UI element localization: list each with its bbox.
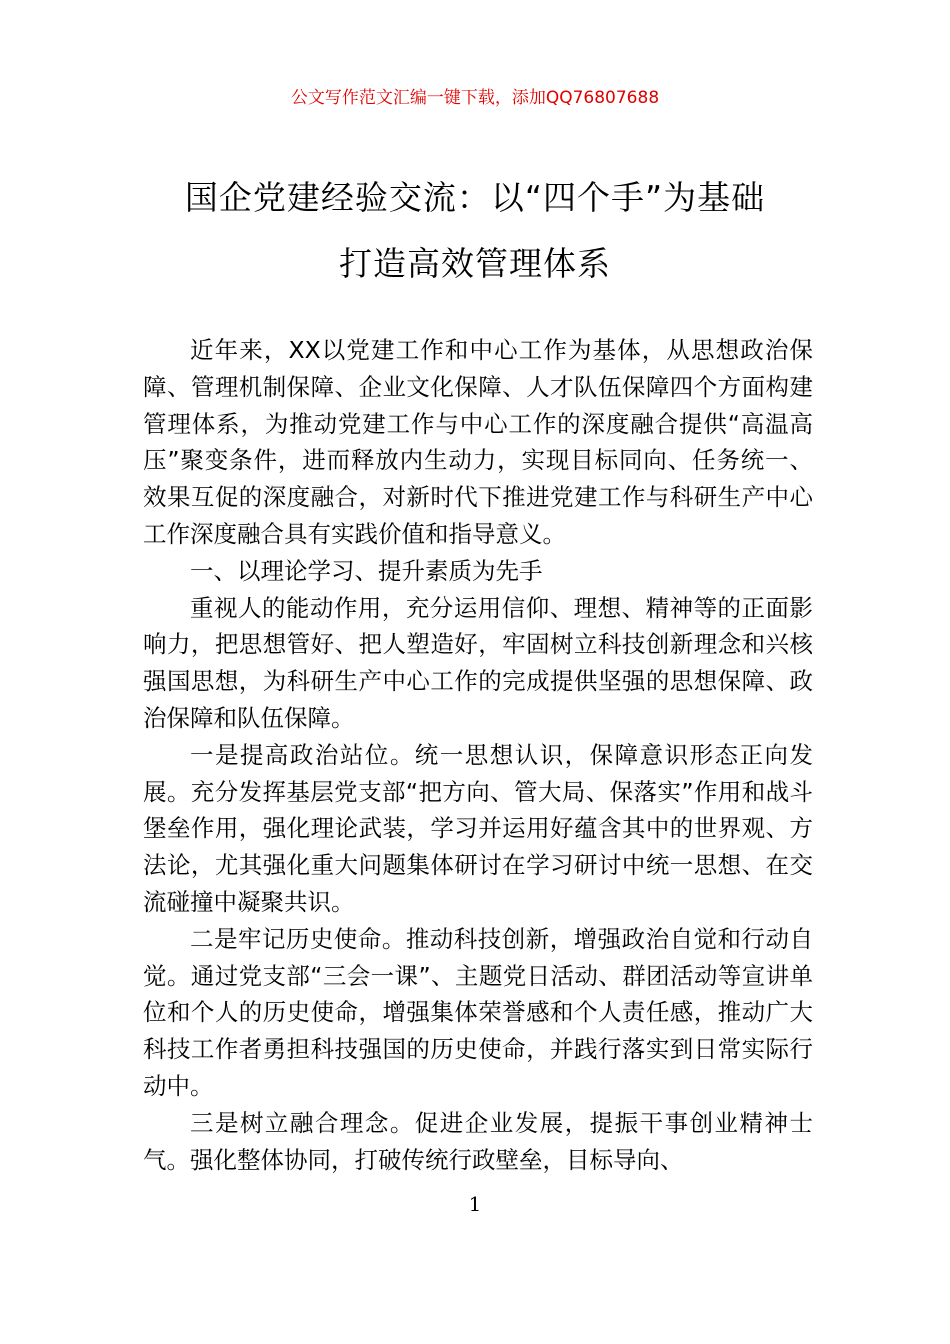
- paragraph-section-1-intro: 重视人的能动作用，充分运用信仰、理想、精神等的正面影响力，把思想管好、把人塑造好，牢固树立科技创新理念和兴核强国思想，为科研生产中心工作的完成提供坚强的思想保障、政治保障和队伍保障。: [143, 593, 813, 732]
- document-title-line-1: 国企党建经验交流：以“四个手”为基础: [184, 178, 766, 217]
- paragraph-point-2: 二是牢记历史使命。推动科技创新，增强政治自觉和行动自觉。通过党支部“三会一课”、主题党日活动、群团活动等宣讲单位和个人的历史使命，增强集体荣誉感和个人责任感，推动广大科技工作者勇担科技强国的历史使命，并践行落实到日常实际行动中。: [143, 924, 813, 1100]
- download-banner: 公文写作范文汇编一键下载，添加QQ76807688: [290, 88, 660, 108]
- paragraph-point-3: 三是树立融合理念。促进企业发展，提振干事创业精神士气。强化整体协同，打破传统行政壁垒，目标导向、: [143, 1108, 813, 1174]
- paragraph-intro: 近年来，XX以党建工作和中心工作为基体，从思想政治保障、管理机制保障、企业文化保障、人才队伍保障四个方面构建管理体系，为推动党建工作与中心工作的深度融合提供“高温高压”聚变条件，进而释放内生动力，实现目标同向、任务统一、效果互促的深度融合，对新时代下推进党建工作与科研生产中心工作深度融合具有实践价值和指导意义。: [143, 336, 813, 548]
- document-body: [143, 332, 813, 1178]
- page-number: 1: [468, 1192, 482, 1216]
- paragraph-point-1: 一是提高政治站位。统一思想认识，保障意识形态正向发展。充分发挥基层党支部“把方向、管大局、保落实”作用和战斗堡垒作用，强化理论武装，学习并运用好蕴含其中的世界观、方法论，尤其强化重大问题集体研讨在学习研讨中统一思想、在交流碰撞中凝聚共识。: [143, 740, 813, 916]
- document-title-line-2: 打造高效管理体系: [339, 244, 611, 283]
- section-heading-1: 一、以理论学习、提升素质为先手: [190, 556, 543, 585]
